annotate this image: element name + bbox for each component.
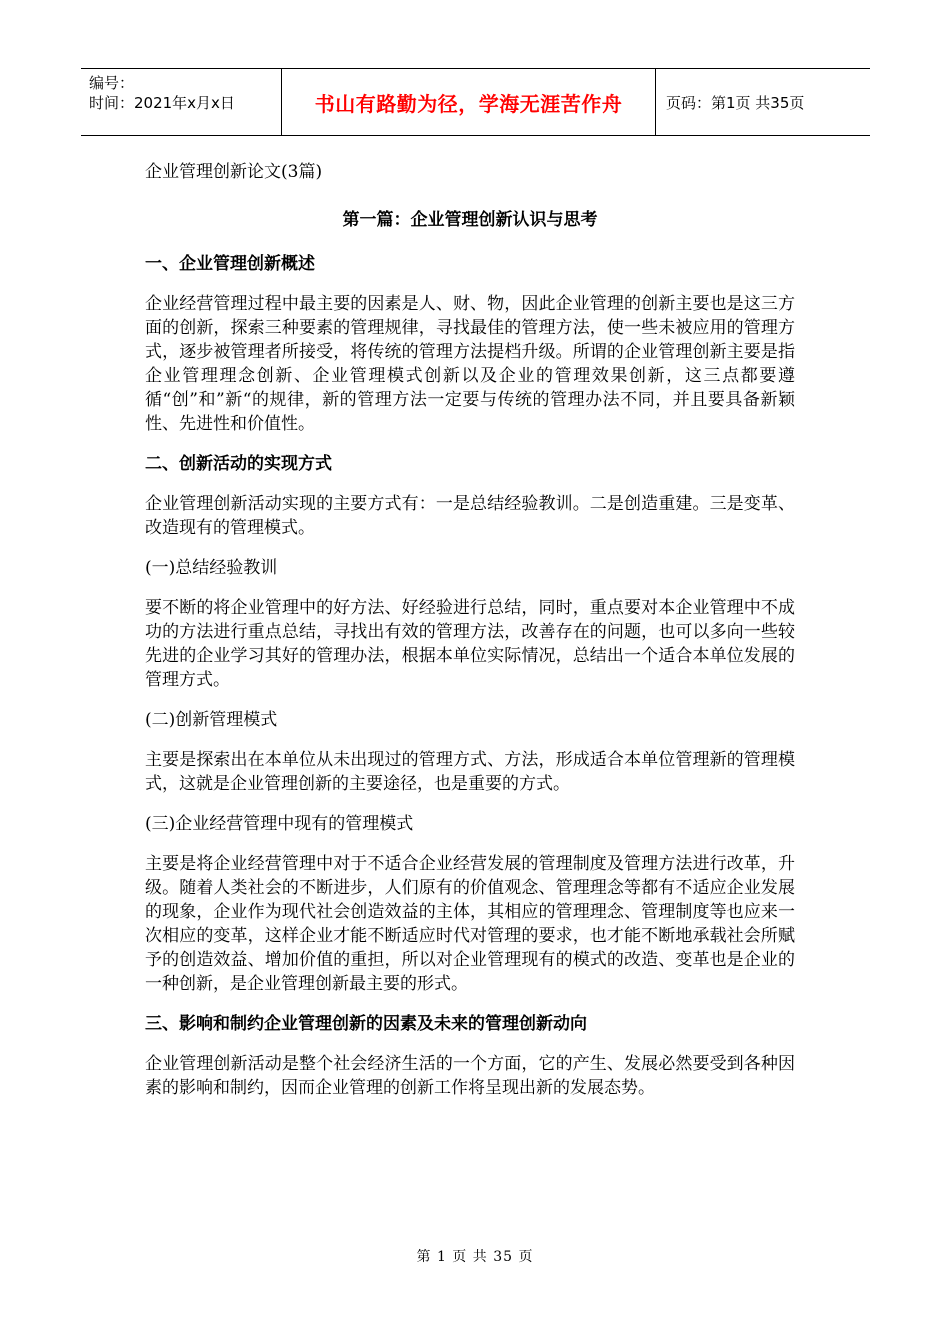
page-footer: 第 1 页 共 35 页 xyxy=(416,1249,534,1265)
header-meta-cell xyxy=(81,69,282,135)
subsection-paragraph-2: 主要是探索出在本单位从未出现过的管理方式、方法，形成适合本单位管理新的管理模式，这就是企业管理创新的主要途径，也是重要的方式。 xyxy=(145,750,795,794)
section-heading-1: 一、企业管理创新概述 xyxy=(145,254,315,274)
section-paragraph-3: 企业管理创新活动是整个社会经济生活的一个方面，它的产生、发展必然要受到各种因素的影响和制约，因而企业管理的创新工作将呈现出新的发展态势。 xyxy=(145,1054,795,1098)
document-header xyxy=(81,68,870,136)
section-heading-3: 三、影响和制约企业管理创新的因素及未来的管理创新动向 xyxy=(145,1014,587,1034)
section-heading-2: 二、创新活动的实现方式 xyxy=(145,454,332,474)
header-motto: 书山有路勤为径，学海无涯苦作舟 xyxy=(282,69,656,135)
subsection-heading-1: (一)总结经验教训 xyxy=(145,558,278,578)
subsection-paragraph-1: 要不断的将企业管理中的好方法、好经验进行总结，同时，重点要对本企业管理中不成功的方法进行重点总结，寻找出有效的管理方法，改善存在的问题，也可以多向一些较先进的企业学习其好的管理办法，根据本单位实际情况，总结出一个适合本单位发展的管理方式。 xyxy=(145,598,795,690)
section-paragraph-1: 企业经营管理过程中最主要的因素是人、财、物，因此企业管理的创新主要也是这三方面的创新，探索三种要素的管理规律，寻找最佳的管理方法，使一些未被应用的管理方式，逐步被管理者所接受，将传统的管理方法提档升级。所谓的企业管理创新主要是指企业管理理念创新、企业管理模式创新以及企业的管理效果创新，这三点都要遵循“创”和”新“的规律，新的管理方法一定要与传统的管理办法不同，并且要具备新颖性、先进性和价值性。 xyxy=(145,294,795,434)
document-number-label: 编号： xyxy=(89,74,135,92)
section-paragraph-2: 企业管理创新活动实现的主要方式有：一是总结经验教训。二是创造重建。三是变革、改造现有的管理模式。 xyxy=(145,494,795,538)
subsection-paragraph-3: 主要是将企业经营管理中对于不适合企业经营发展的管理制度及管理方法进行改革，升级。随着人类社会的不断进步，人们原有的价值观念、管理理念等都有不适应企业发展的现象，企业作为现代社会创造效益的主体，其相应的管理理念、管理制度等也应来一次相应的变革，这样企业才能不断适应时代对管理的要求，也才能不断地承载社会所赋予的创造效益、增加价值的重担，所以对企业管理现有的模式的改造、变革也是企业的一种创新，是企业管理创新最主要的形式。 xyxy=(145,854,795,994)
header-page-info: 页码：第1页 共35页 xyxy=(666,93,805,112)
document-subtitle: 第一篇：企业管理创新认识与思考 xyxy=(342,210,598,230)
subsection-heading-3: (三)企业经营管理中现有的管理模式 xyxy=(145,814,414,834)
subsection-heading-2: (二)创新管理模式 xyxy=(145,710,278,730)
document-title: 企业管理创新论文(3篇) xyxy=(145,162,323,182)
document-time-label: 时间：2021年x月x日 xyxy=(89,94,235,112)
document-body xyxy=(145,150,795,1116)
